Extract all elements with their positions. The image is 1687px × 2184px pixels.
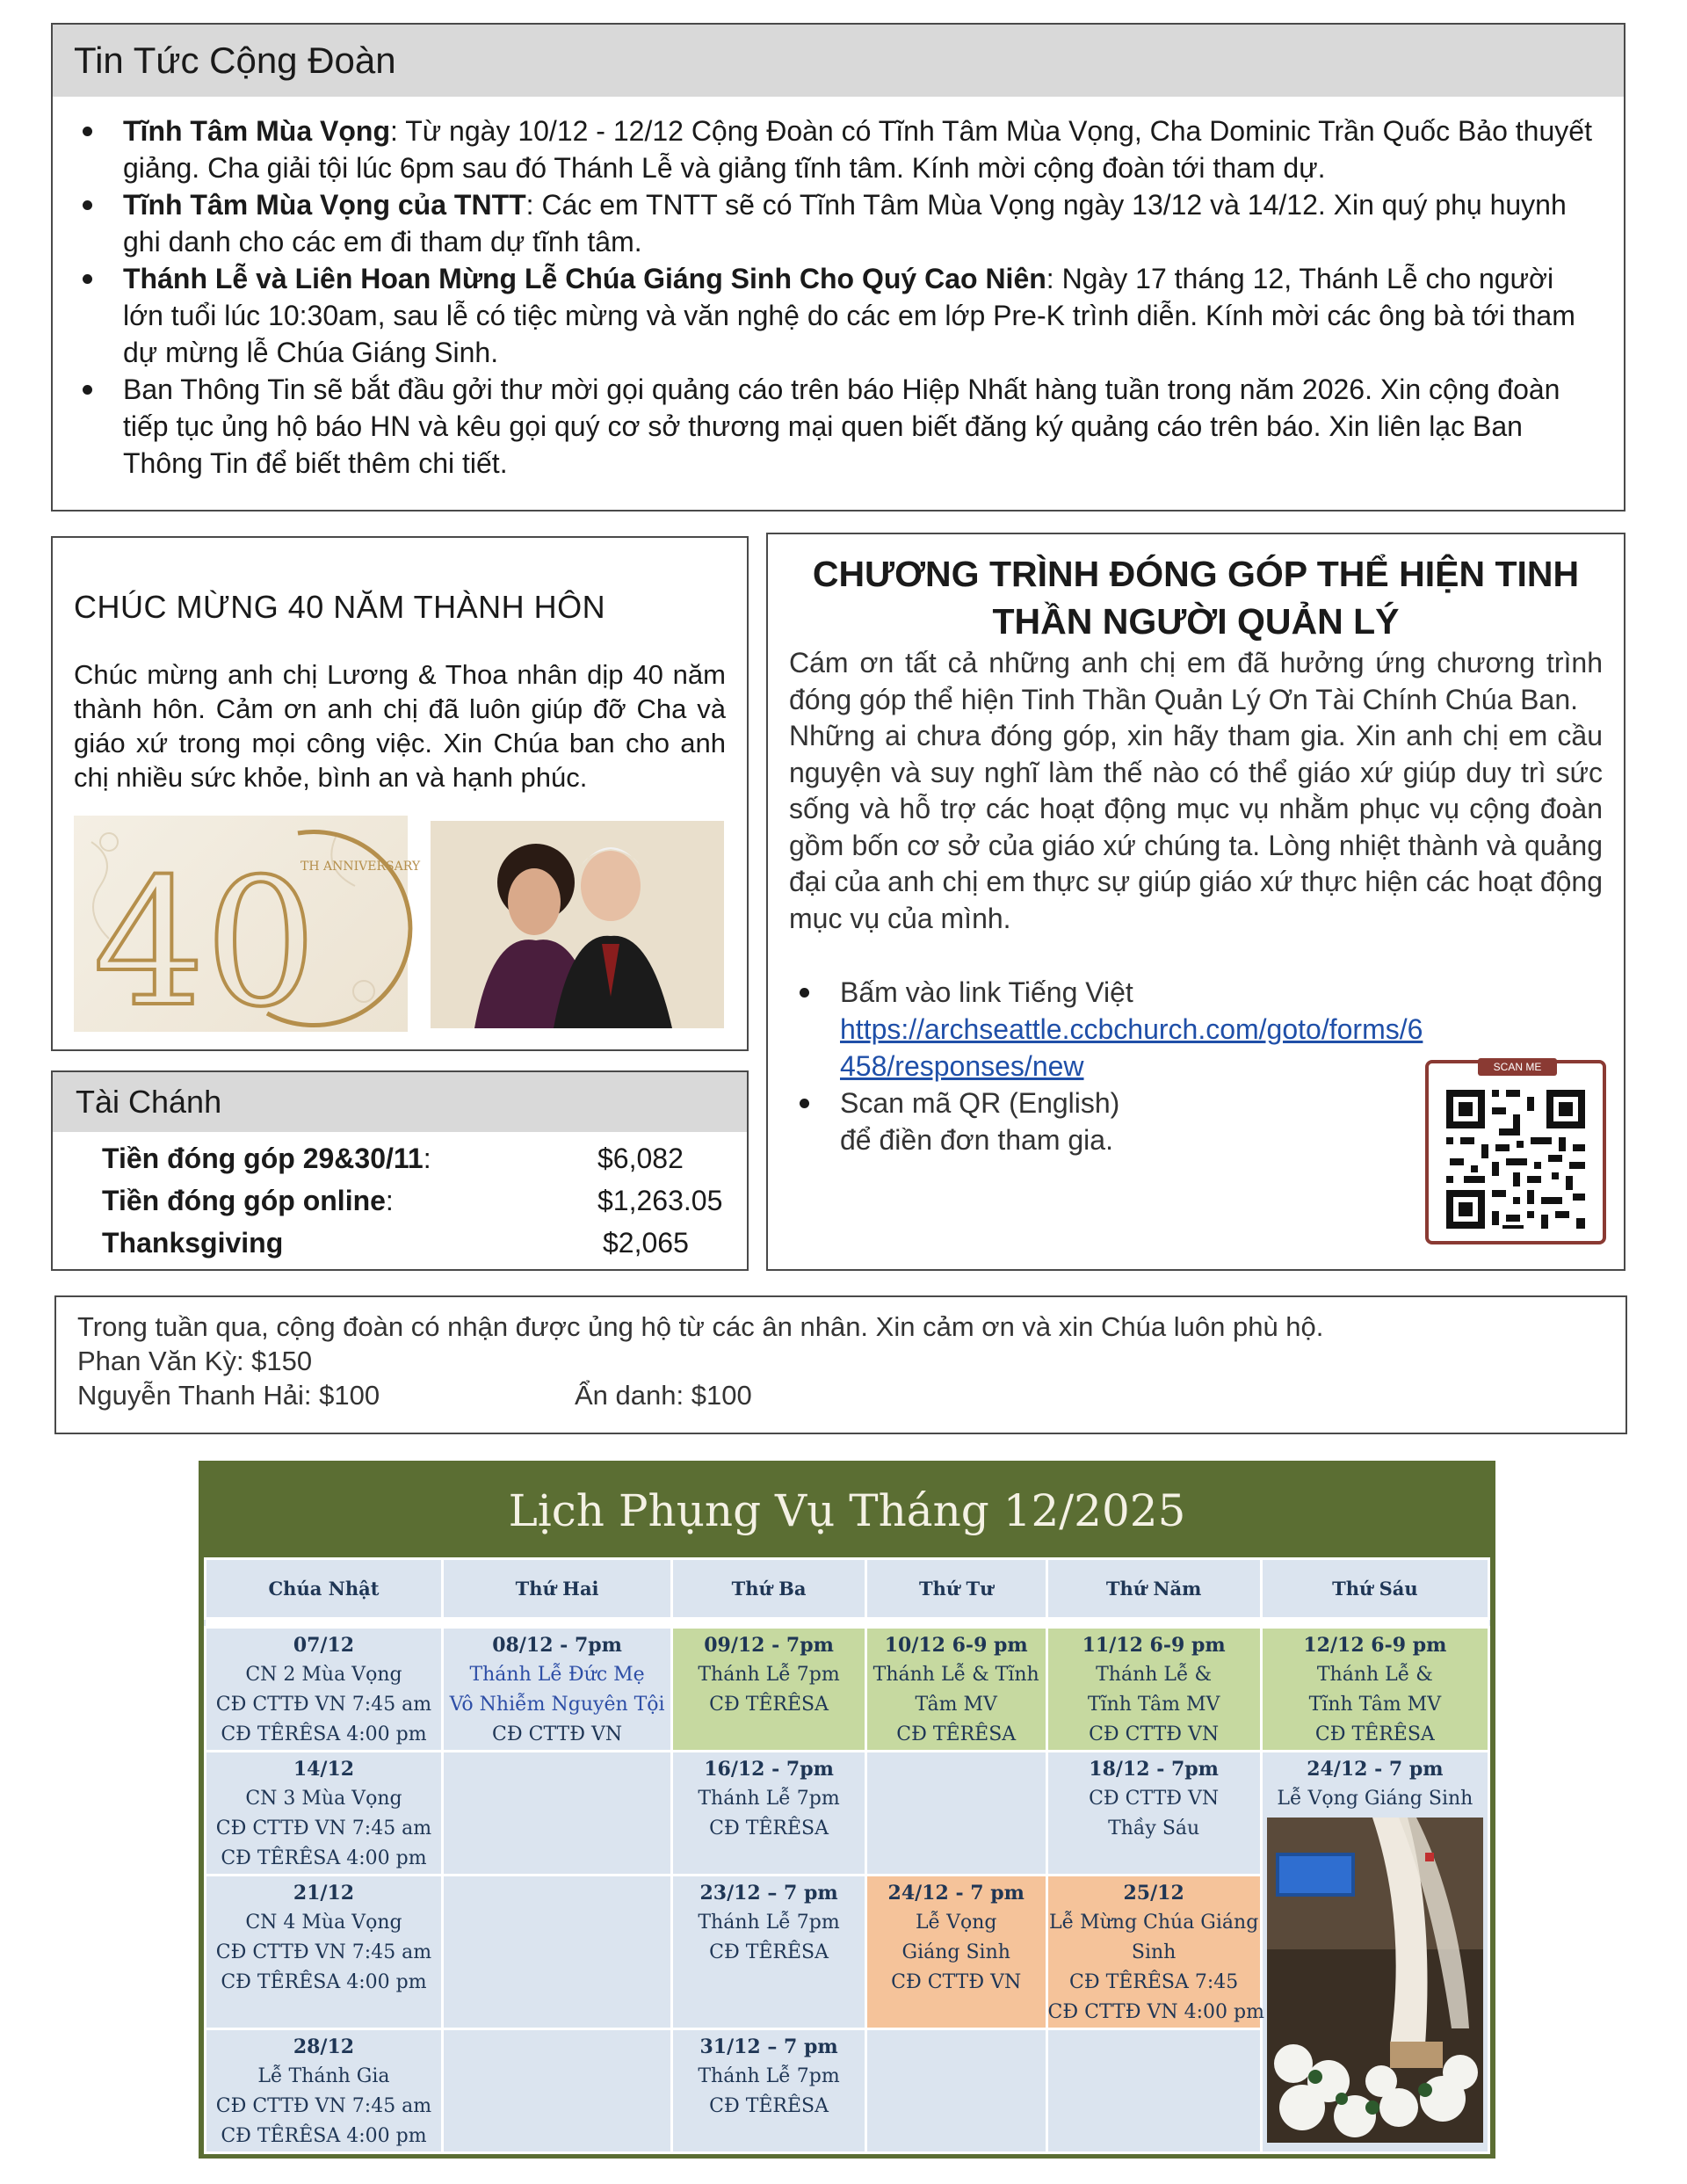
calendar-day-cell [442,2029,671,2153]
finance-label-suffix: : [385,1185,394,1216]
anniversary-box [51,536,749,1051]
donor-entry: Ẩn danh: $100 [575,1380,752,1411]
event-detail: CĐ CTTĐ VN 7:45 am [215,1694,432,1716]
calendar-day-cell [865,1752,1046,1876]
weekday-header: Thứ Ba [672,1559,866,1619]
event-detail: CĐ TÊRÊSA 4:00 pm [221,1847,427,1869]
event-date: 11/12 6-9 pm [1082,1634,1226,1657]
calendar-day-cell [206,1628,443,1752]
event-detail: CN 3 Mùa Vọng [245,1788,402,1810]
calendar-title: Lịch Phụng Vụ Tháng 12/2025 [508,1485,1186,1536]
event-detail: CĐ CTTĐ VN 7:45 am [215,1818,432,1839]
finance-row [53,1179,747,1222]
event-date: 07/12 [293,1634,355,1657]
news-item [123,186,1601,260]
event-date: 16/12 - 7pm [704,1758,834,1781]
calendar-day-cell [672,2029,866,2153]
event-date: 18/12 - 7pm [1089,1758,1219,1781]
community-news-header [53,25,1624,97]
calendar-day-cell [865,1628,1046,1752]
weekday-header: Thứ Năm [1046,1559,1261,1619]
calendar-title-bar [204,1464,1490,1557]
anniversary-title: CHÚC MỪNG 40 NĂM THÀNH HÔN [74,589,606,625]
calendar-table [204,1557,1490,2154]
event-detail: Lễ Mừng Chúa Giáng [1048,1912,1259,1934]
weekday-header: Chúa Nhật [206,1559,443,1619]
event-date: 21/12 [293,1882,355,1905]
stewardship-appeal: Những ai chưa đóng góp, xin hãy tham gia. Xin anh chị em cầu nguyện và suy nghĩ làm thế nào có thể giáo xứ giúp duy trì sức sống và hỗ trợ các hoạt động mục vụ nhằm phục vụ cộng đoàn gồm bốn cơ sở của giáo xứ chúng ta. Lòng nhiệt thành và quảng đại của anh chị em thực sự giúp giáo xứ thực hiện các hoạt động mục vụ của mình. [789,720,1603,934]
community-news-list [53,97,1624,482]
link-instruction: Bấm vào link Tiếng Việt [840,976,1133,1008]
donor-entry: Phan Văn Kỳ: $150 [77,1346,313,1376]
anniversary-40-graphic [74,816,421,1046]
event-detail: CĐ CTTĐ VN [492,1723,623,1745]
event-detail: Thánh Lễ 7pm [698,1664,840,1686]
event-detail: Vô Nhiễm Nguyên Tội [449,1694,665,1716]
news-item-heading: Thánh Lễ và Liên Hoan Mừng Lễ Chúa Giáng Sinh Cho Quý Cao Niên [123,263,1046,294]
event-detail: CĐ TÊRÊSA 4:00 pm [221,1971,427,1993]
event-date: 23/12 – 7 pm [699,1882,838,1905]
event-detail: CĐ CTTĐ VN 7:45 am [215,1941,432,1963]
event-date: 24/12 - 7 pm [1307,1758,1444,1781]
calendar-day-cell [206,2029,443,2153]
event-detail: CĐ TÊRÊSA 4:00 pm [221,2125,427,2147]
qr-instruction: Scan mã QR (English) [840,1087,1120,1119]
event-detail: Thánh Lễ & [1096,1664,1213,1686]
stewardship-thanks: Cám ơn tất cả những anh chị em đã hưởng ứng chương trình đóng góp thể hiện Tinh Thần Quản Lý Ơn Tài Chính Chúa Ban. [789,647,1603,715]
calendar-day-cell [1046,2029,1261,2153]
finance-value: $2,065 [603,1227,689,1259]
christmas-altar-photo [1267,1818,1483,2143]
calendar-day-cell [672,1752,866,1876]
event-date: 28/12 [293,2035,355,2058]
weekday-header: Thứ Hai [442,1559,671,1619]
event-detail: CĐ TÊRÊSA 7:45 [1068,1971,1239,1993]
event-date: 14/12 [293,1758,355,1781]
event-detail: CĐ CTTĐ VN [891,1971,1022,1993]
finance-box [51,1070,749,1271]
event-date: 25/12 [1123,1882,1184,1905]
finance-row [53,1137,747,1179]
event-detail: Thánh Lễ 7pm [698,1912,840,1934]
finance-label: Tiền đóng góp online [102,1185,386,1216]
news-item [123,371,1601,482]
calendar-day-cell [442,1628,671,1752]
news-item-text: : Ngày 17 tháng 12, Thánh Lễ cho người lớn tuổi lúc 10:30am, sau lễ có tiệc mừng và văn nghệ do các em lớp Pre-K trình diễn. Kính mời các ông bà tới tham dự mừng lễ Chúa Giáng Sinh. [123,263,1575,368]
community-news-box [51,23,1625,512]
event-detail: CĐ CTTĐ VN 4:00 pm [1047,2001,1264,2023]
event-detail: Lễ Vọng Giáng Sinh [1277,1788,1473,1810]
event-date: 09/12 - 7pm [704,1634,834,1657]
event-detail: CĐ TÊRÊSA [709,1941,829,1963]
news-item [123,260,1601,371]
calendar-day-cell [1046,1628,1261,1752]
calendar-day-cell [206,1876,443,2029]
event-detail: Lễ Vọng [915,1912,997,1934]
event-detail: Lễ Thánh Gia [257,2065,390,2087]
donors-intro: Trong tuần qua, cộng đoàn có nhận được ủng hộ từ các ân nhân. Xin cảm ơn và xin Chúa luôn phù hộ. [77,1311,1324,1342]
qr-code-icon [1429,1063,1603,1241]
calendar-week-row [206,1628,1489,1752]
stewardship-form-link[interactable]: https://archseattle.ccbchurch.com/goto/forms/6458/responses/new [840,1013,1423,1082]
event-detail: CĐ CTTĐ VN [1089,1788,1220,1810]
finance-header [53,1072,747,1132]
calendar-header-row [206,1559,1489,1619]
event-detail: CĐ TÊRÊSA [709,2095,829,2117]
event-detail: Thánh Lễ Đức Mẹ [469,1664,645,1686]
event-detail: Giáng Sinh [901,1941,1010,1963]
event-detail: CĐ CTTĐ VN [1089,1723,1220,1745]
event-detail: Thánh Lễ & [1316,1664,1433,1686]
event-date: 10/12 6-9 pm [884,1634,1028,1657]
qr-code[interactable] [1425,1060,1606,1244]
donors-box [54,1295,1627,1434]
event-detail: CĐ TÊRÊSA [709,1694,829,1716]
news-item-text: : Từ ngày 10/12 - 12/12 Cộng Đoàn có Tĩnh Tâm Mùa Vọng, Cha Dominic Trần Quốc Bảo thuyết giảng. Cha giải tội lúc 6pm sau đó Thánh Lễ và giảng tĩnh tâm. Kính mời cộng đoàn tới tham dự. [123,115,1592,184]
event-detail: Thánh Lễ & Tĩnh [872,1664,1039,1686]
finance-row [53,1222,747,1264]
qr-instruction-2: để điền đơn tham gia. [840,1124,1113,1156]
event-detail: Tâm MV [915,1694,997,1716]
news-item-heading: Tĩnh Tâm Mùa Vọng [123,115,390,147]
event-detail: CĐ TÊRÊSA [709,1818,829,1839]
calendar-day-cell [1261,1752,1488,2153]
news-item-text: Ban Thông Tin sẽ bắt đầu gởi thư mời gọi quảng cáo trên báo Hiệp Nhất hàng tuần trong năm 2026. Xin cộng đoàn tiếp tục ủng hộ báo HN và kêu gọi quý cơ sở thương mại quen biết đăng ký quảng cáo trên báo. Xin liên lạc Ban Thông Tin để biết thêm chi tiết. [123,374,1560,479]
news-item-heading: Tĩnh Tâm Mùa Vọng của TNTT [123,189,526,221]
anniversary-number: 40 [93,841,317,1046]
calendar-day-cell [1046,1752,1261,1876]
event-date: 24/12 - 7 pm [887,1882,1025,1905]
event-date: 08/12 - 7pm [492,1634,622,1657]
couple-photo [431,821,724,1028]
event-detail: CĐ TÊRÊSA [1314,1723,1435,1745]
event-date: 31/12 – 7 pm [699,2035,838,2058]
liturgy-calendar [199,1461,1495,2159]
event-detail: CN 4 Mùa Vọng [245,1912,402,1934]
finance-label: Thanksgiving [102,1227,284,1259]
event-detail: Tĩnh Tâm MV [1308,1694,1442,1716]
event-detail: Thánh Lễ 7pm [698,1788,840,1810]
event-detail: CĐ CTTĐ VN 7:45 am [215,2095,432,2117]
anniversary-caption: TH ANNIVERSARY [300,860,421,874]
event-detail: Thầy Sáu [1108,1818,1200,1839]
calendar-day-cell [865,1876,1046,2029]
news-item [123,112,1601,186]
event-detail: CĐ TÊRÊSA [896,1723,1017,1745]
event-detail: Thánh Lễ 7pm [698,2065,840,2087]
calendar-day-cell [1261,1628,1488,1752]
news-item-text: : Các em TNTT sẽ có Tĩnh Tâm Mùa Vọng ngày 13/12 và 14/12. Xin quý phụ huynh ghi danh cho các em đi tham dự tĩnh tâm. [123,189,1567,258]
community-news-title: Tin Tức Cộng Đoàn [74,40,396,81]
finance-title: Tài Chánh [76,1084,222,1120]
donor-entry: Nguyễn Thanh Hải: $100 [77,1380,380,1411]
stewardship-box [766,533,1625,1271]
calendar-day-cell [1046,1876,1264,2029]
event-detail: Tĩnh Tâm MV [1087,1694,1220,1716]
calendar-day-cell [672,1628,866,1752]
event-detail: Sinh [1131,1941,1177,1963]
calendar-day-cell [206,1752,443,1876]
finance-label-suffix: : [423,1143,431,1174]
finance-label: Tiền đóng góp 29&30/11 [102,1143,424,1174]
event-date: 12/12 6-9 pm [1303,1634,1447,1657]
calendar-day-cell [865,2029,1046,2153]
calendar-day-cell [672,1876,866,2029]
event-detail: CĐ TÊRÊSA 4:00 pm [221,1723,427,1745]
anniversary-message: Chúc mừng anh chị Lương & Thoa nhân dịp 40 năm thành hôn. Cảm ơn anh chị đã luôn giúp đỡ Cha và giáo xứ trong mọi công việc. Xin Chúa ban cho anh chị nhiều sức khỏe, bình an và hạnh phúc. [74,659,726,793]
weekday-header: Thứ Sáu [1261,1559,1488,1619]
weekday-header: Thứ Tư [865,1559,1046,1619]
calendar-week-row [206,1752,1489,1876]
event-detail: CN 2 Mùa Vọng [245,1664,402,1686]
finance-value: $6,082 [597,1143,684,1174]
stewardship-title: CHƯƠNG TRÌNH ĐÓNG GÓP THỂ HIỆN TINH THẦN NGƯỜI QUẢN LÝ [812,554,1580,642]
calendar-day-cell [442,1752,671,1876]
finance-value: $1,263.05 [597,1185,723,1216]
qr-scan-label: SCAN ME [1478,1058,1557,1076]
calendar-day-cell [442,1876,671,2029]
